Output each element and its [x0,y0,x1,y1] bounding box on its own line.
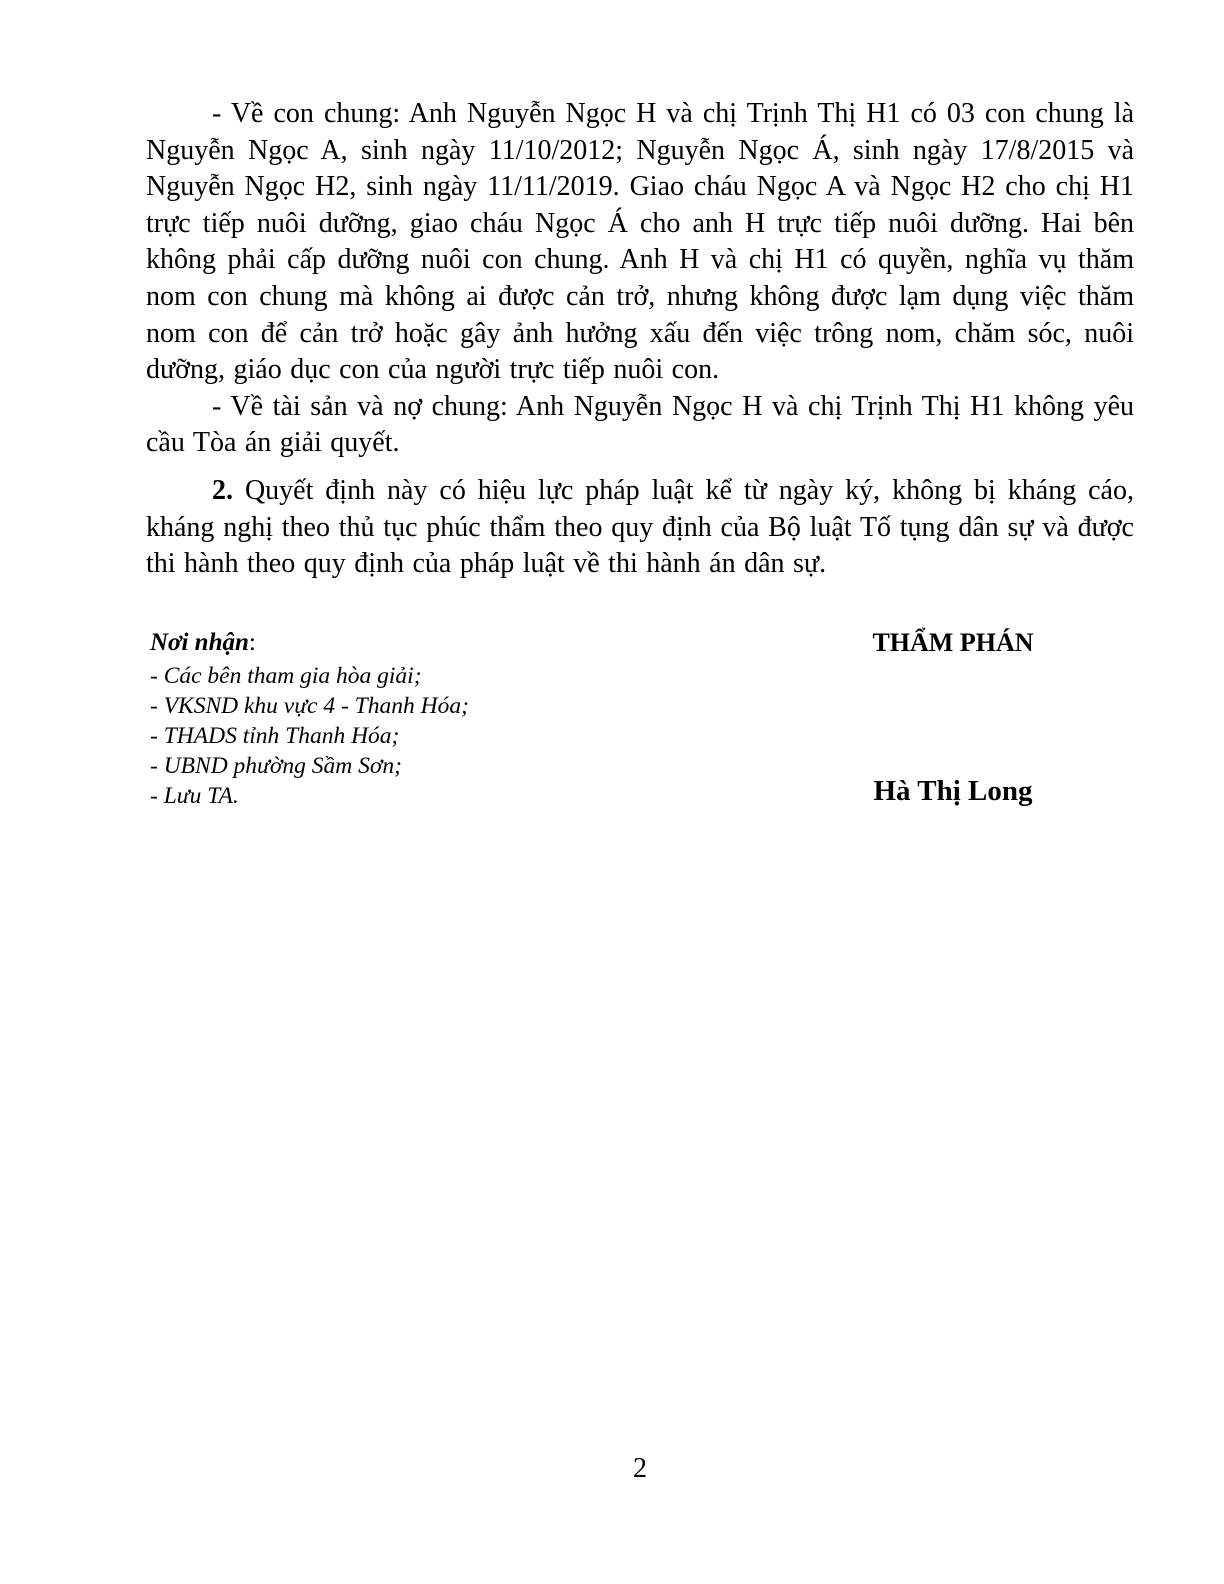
recipient-item: - VKSND khu vực 4 - Thanh Hóa; [150,692,469,719]
recipient-item: - Lưu TA. [150,782,239,809]
recipients-label [150,627,469,659]
recipient-list [150,661,469,811]
document-content [146,0,1134,827]
recipients-label-colon: : [248,628,256,656]
paragraph-legal-effect-text: Quyết định này có hiệu lực pháp luật kể từ ngày ký, không bị kháng cáo, kháng nghị theo thủ tục phúc thẩm theo quy định của Bộ luật Tố tụng dân sự và được thi hành theo quy định của pháp luật về thi hành án dân sự. [146,474,1134,580]
signature-block [693,627,1213,808]
paragraph-children-custody: - Về con chung: Anh Nguyễn Ngọc H và chị Trịnh Thị H1 có 03 con chung là Nguyễn Ngọc A, sinh ngày 11/10/2012; Nguyễn Ngọc Á, sinh ngày 17/8/2015 và Nguyễn Ngọc H2, sinh ngày 11/11/2019. Giao cháu Ngọc A và Ngọc H2 cho chị H1 trực tiếp nuôi dưỡng, giao cháu Ngọc Á cho anh H trực tiếp nuôi dưỡng. Hai bên không phải cấp dưỡng nuôi con chung. Anh H và chị H1 có quyền, nghĩa vụ thăm nom con chung mà không ai được cản trở, nhưng không được lạm dụng việc thăm nom con để cản trở hoặc gây ảnh hưởng xấu đến việc trông nom, chăm sóc, nuôi dưỡng, giáo dục con của người trực tiếp nuôi con. [146,98,1134,386]
page-number: 2 [633,1453,647,1484]
paragraph-legal-effect-number: 2. [212,474,233,506]
recipient-item: - UBND phường Sầm Sơn; [150,752,402,779]
paragraph-assets-debts: - Về tài sản và nợ chung: Anh Nguyễn Ngọc H và chị Trịnh Thị H1 không yêu cầu Tòa án giải quyết. [146,390,1134,459]
paragraph-legal-effect [146,473,1134,583]
signer-title: THẨM PHÁN [872,627,1034,657]
recipient-item: - Các bên tham gia hòa giải; [150,662,422,689]
recipients-label-text: Nơi nhận [150,628,249,656]
signer-name: Hà Thị Long [873,774,1033,807]
recipients-block [150,627,469,811]
signature-section [146,627,1134,827]
recipient-item: - THADS tỉnh Thanh Hóa; [150,722,400,749]
